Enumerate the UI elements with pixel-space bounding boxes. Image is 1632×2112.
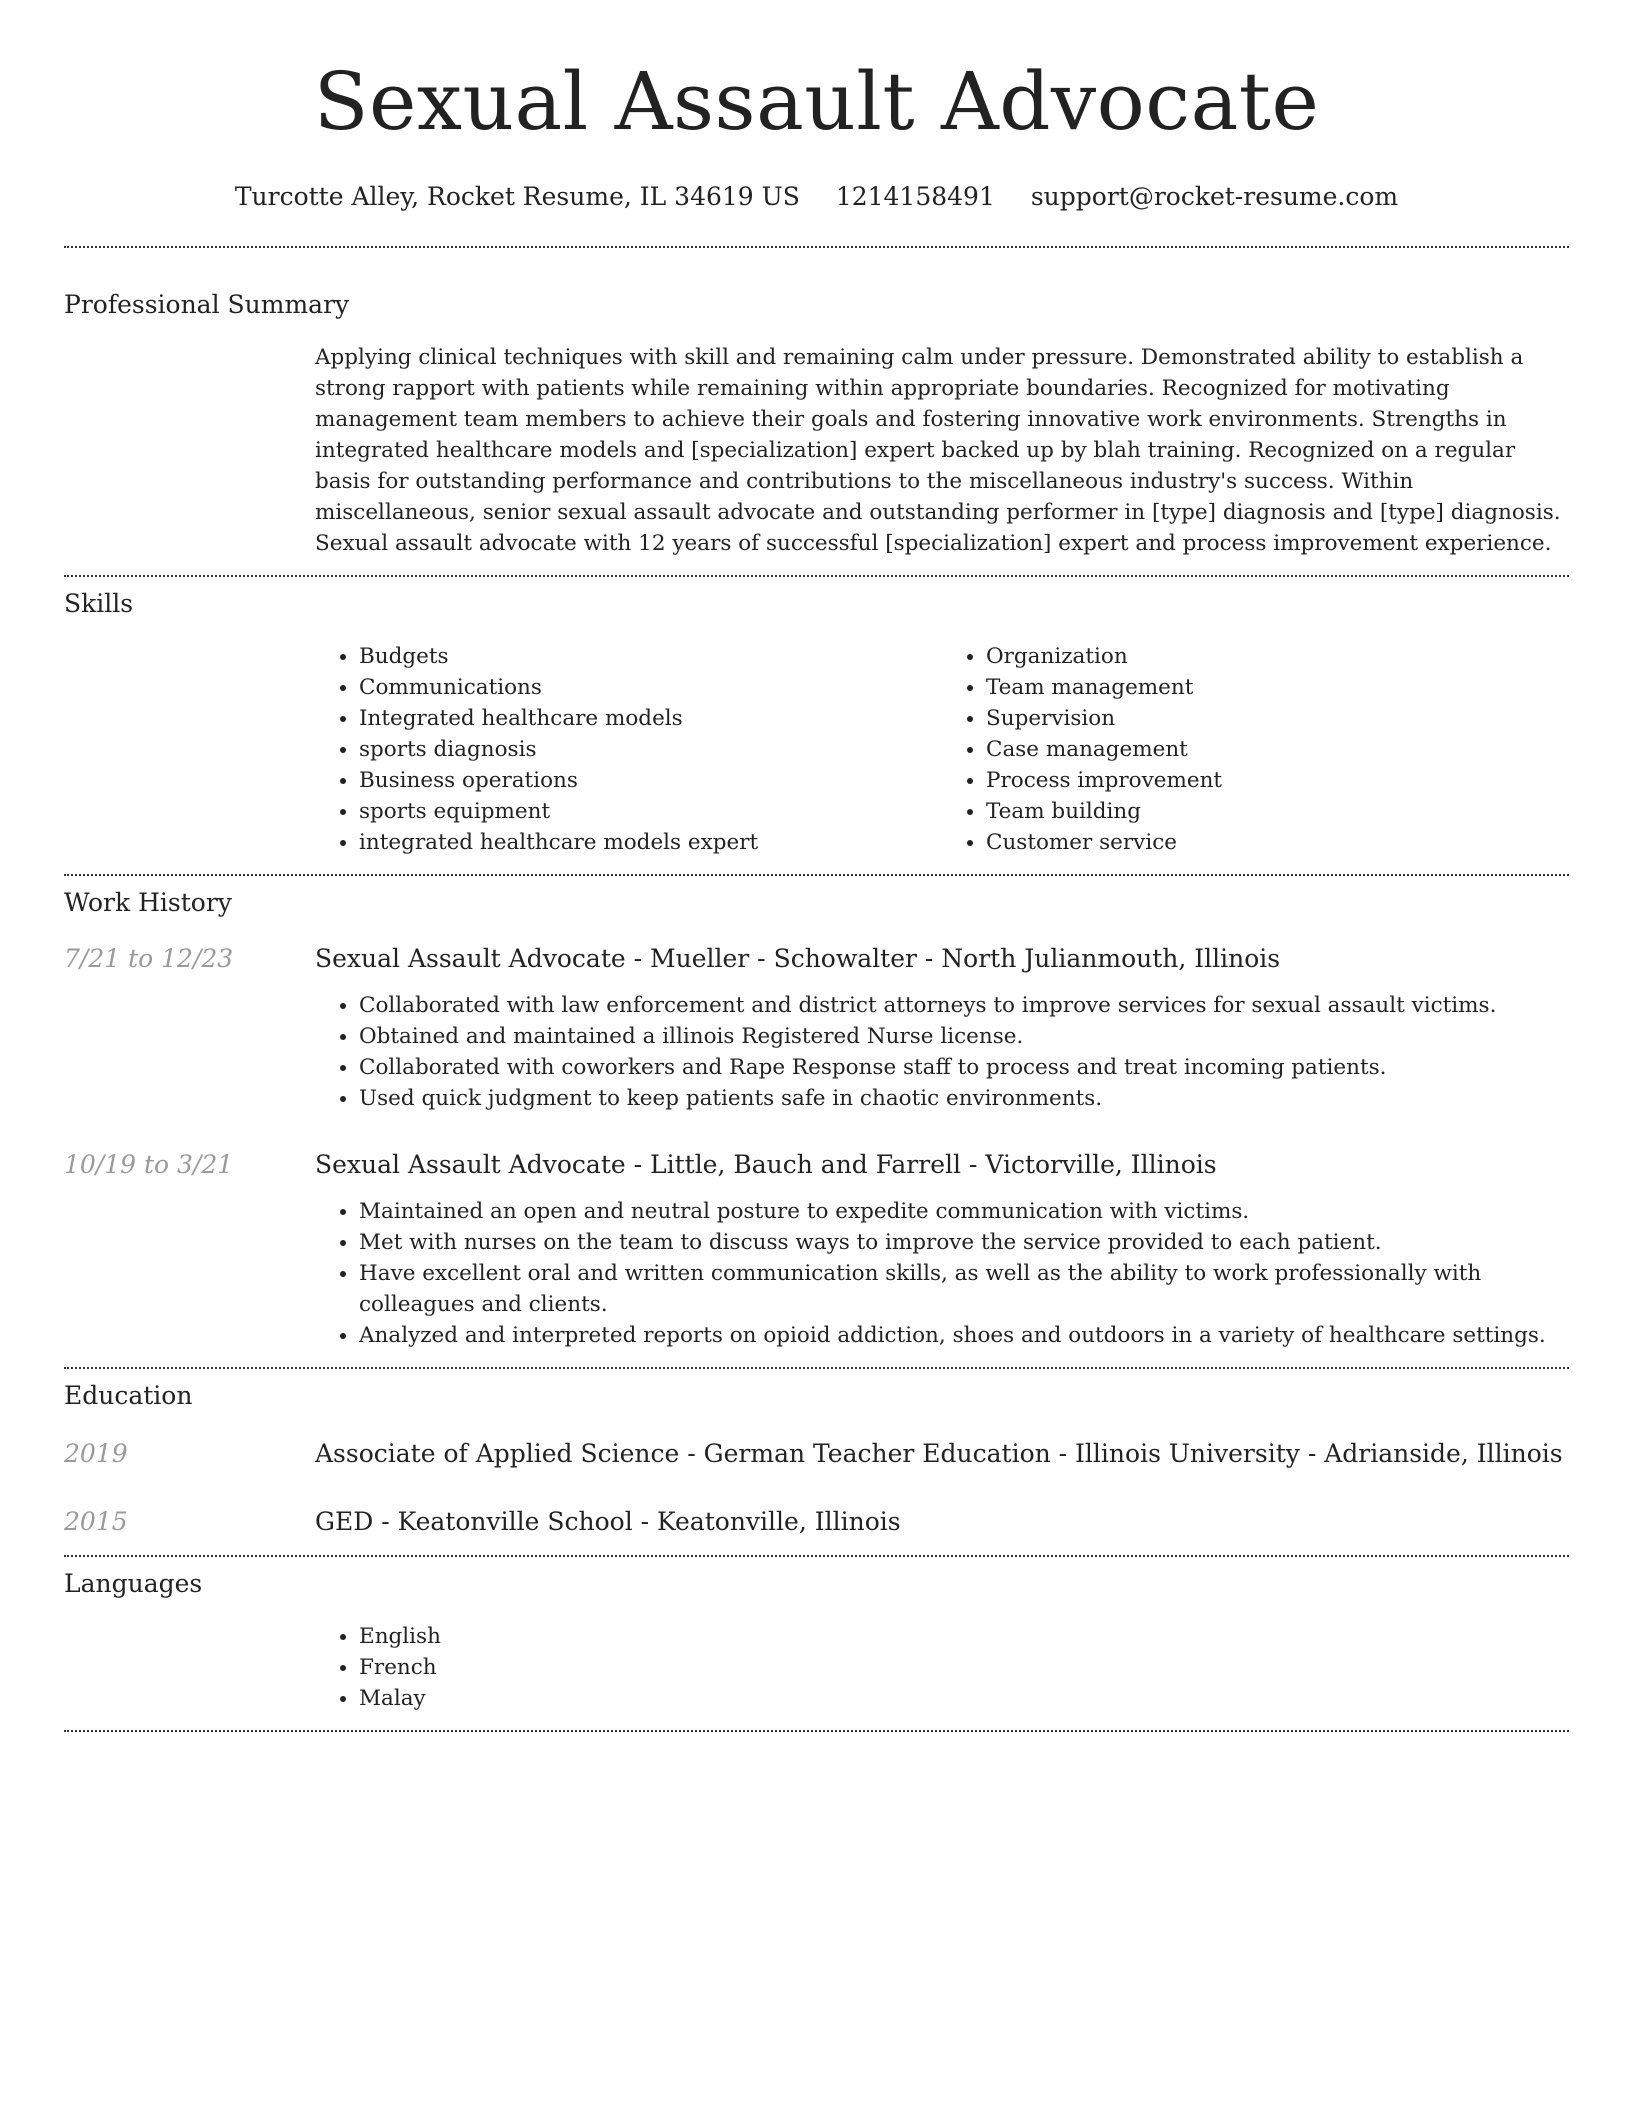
work-title: Work History — [64, 888, 232, 917]
skill-item: • sports diagnosis — [359, 734, 942, 765]
languages-title: Languages — [64, 1569, 203, 1598]
resume-header — [64, 0, 1569, 214]
contact-address: Turcotte Alley, Rocket Resume, IL 34619 US — [234, 182, 800, 211]
skill-item: • Integrated healthcare models — [359, 703, 942, 734]
skill-item: • Team building — [986, 796, 1569, 827]
skill-item: • Organization — [986, 641, 1569, 672]
resume-page — [64, 0, 1569, 1732]
summary-title: Professional Summary — [64, 290, 350, 319]
skill-item: • sports equipment — [359, 796, 942, 827]
language-item: • French — [359, 1652, 1569, 1683]
skills-grid — [315, 641, 1569, 858]
skill-item: • Business operations — [359, 765, 942, 796]
job-bullet: • Analyzed and interpreted reports on opioid addiction, shoes and outdoors in a variety of healthcare settings. — [359, 1320, 1569, 1351]
contact-line — [64, 180, 1569, 214]
skills-title: Skills — [64, 589, 134, 618]
job-bullet: • Collaborated with law enforcement and district attorneys to improve services for sexual assault victims. — [359, 990, 1569, 1021]
job-bullet: • Maintained an open and neutral posture to expedite communication with victims. — [359, 1196, 1569, 1227]
skill-item: • Budgets — [359, 641, 942, 672]
education-section — [64, 1369, 1569, 1555]
job-bullets — [315, 1196, 1569, 1351]
section-divider — [64, 1730, 1569, 1732]
contact-phone: 1214158491 — [835, 182, 995, 211]
job-body — [315, 942, 1569, 1114]
job-title: Sexual Assault Advocate - Mueller - Schowalter - North Julianmouth, Illinois — [315, 944, 1281, 973]
education-body — [315, 1437, 1569, 1471]
education-year: 2019 — [64, 1439, 128, 1468]
language-item: • Malay — [359, 1683, 1569, 1714]
skill-item: • Supervision — [986, 703, 1569, 734]
education-entry — [64, 1437, 1569, 1471]
skill-item: • Communications — [359, 672, 942, 703]
education-year: 2015 — [64, 1507, 128, 1536]
summary-section — [64, 248, 1569, 575]
job-entry — [64, 942, 1569, 1114]
education-entry — [64, 1505, 1569, 1539]
skill-item: • Team management — [986, 672, 1569, 703]
summary-content — [315, 342, 1569, 559]
skill-item: • integrated healthcare models expert — [359, 827, 942, 858]
skill-item: • Process improvement — [986, 765, 1569, 796]
job-bullet: • Obtained and maintained a illinois Registered Nurse license. — [359, 1021, 1569, 1052]
job-bullet: • Met with nurses on the team to discuss ways to improve the service provided to each patient. — [359, 1227, 1569, 1258]
job-title: Sexual Assault Advocate - Little, Bauch and Farrell - Victorville, Illinois — [315, 1150, 1217, 1179]
job-body — [315, 1148, 1569, 1351]
contact-email: support@rocket-resume.com — [1030, 182, 1399, 211]
job-dates: 7/21 to 12/23 — [64, 944, 234, 973]
skills-section — [64, 577, 1569, 874]
education-text: GED - Keatonville School - Keatonville, Illinois — [315, 1507, 901, 1536]
skill-item: • Customer service — [986, 827, 1569, 858]
job-entry — [64, 1148, 1569, 1351]
languages-section — [64, 1557, 1569, 1730]
skills-list-right — [942, 641, 1569, 858]
job-bullets — [315, 990, 1569, 1114]
education-title: Education — [64, 1381, 193, 1410]
job-bullet: • Have excellent oral and written communication skills, as well as the ability to work professionally with colleagues and clients. — [359, 1258, 1569, 1320]
summary-text: Applying clinical techniques with skill and remaining calm under pressure. Demonstrated ability to establish a strong rapport with patients while remaining within appropriate boundaries. Recognized for motivating management team members to achieve their goals and fostering innovative work environments. Strengths in integrated healthcare models and [specialization] expert backed up by blah training. Recognized on a regular basis for outstanding performance and contributions to the miscellaneous industry's success. Within miscellaneous, senior sexual assault advocate and outstanding performer in [type] diagnosis and [type] diagnosis. Sexual assault advocate with 12 years of successful [specialization] expert and process improvement experience. — [315, 345, 1561, 556]
languages-list — [315, 1621, 1569, 1714]
job-bullet: • Collaborated with coworkers and Rape Response staff to process and treat incoming patients. — [359, 1052, 1569, 1083]
education-text: Associate of Applied Science - German Teacher Education - Illinois University - Adrianside, Illinois — [315, 1439, 1563, 1468]
skills-list-left — [315, 641, 942, 858]
languages-content — [315, 1621, 1569, 1714]
candidate-name: Sexual Assault Advocate — [313, 55, 1320, 148]
skill-item: • Case management — [986, 734, 1569, 765]
language-item: • English — [359, 1621, 1569, 1652]
work-section — [64, 876, 1569, 1367]
education-body — [315, 1505, 1569, 1539]
job-dates: 10/19 to 3/21 — [64, 1150, 234, 1179]
job-bullet: • Used quick judgment to keep patients safe in chaotic environments. — [359, 1083, 1569, 1114]
